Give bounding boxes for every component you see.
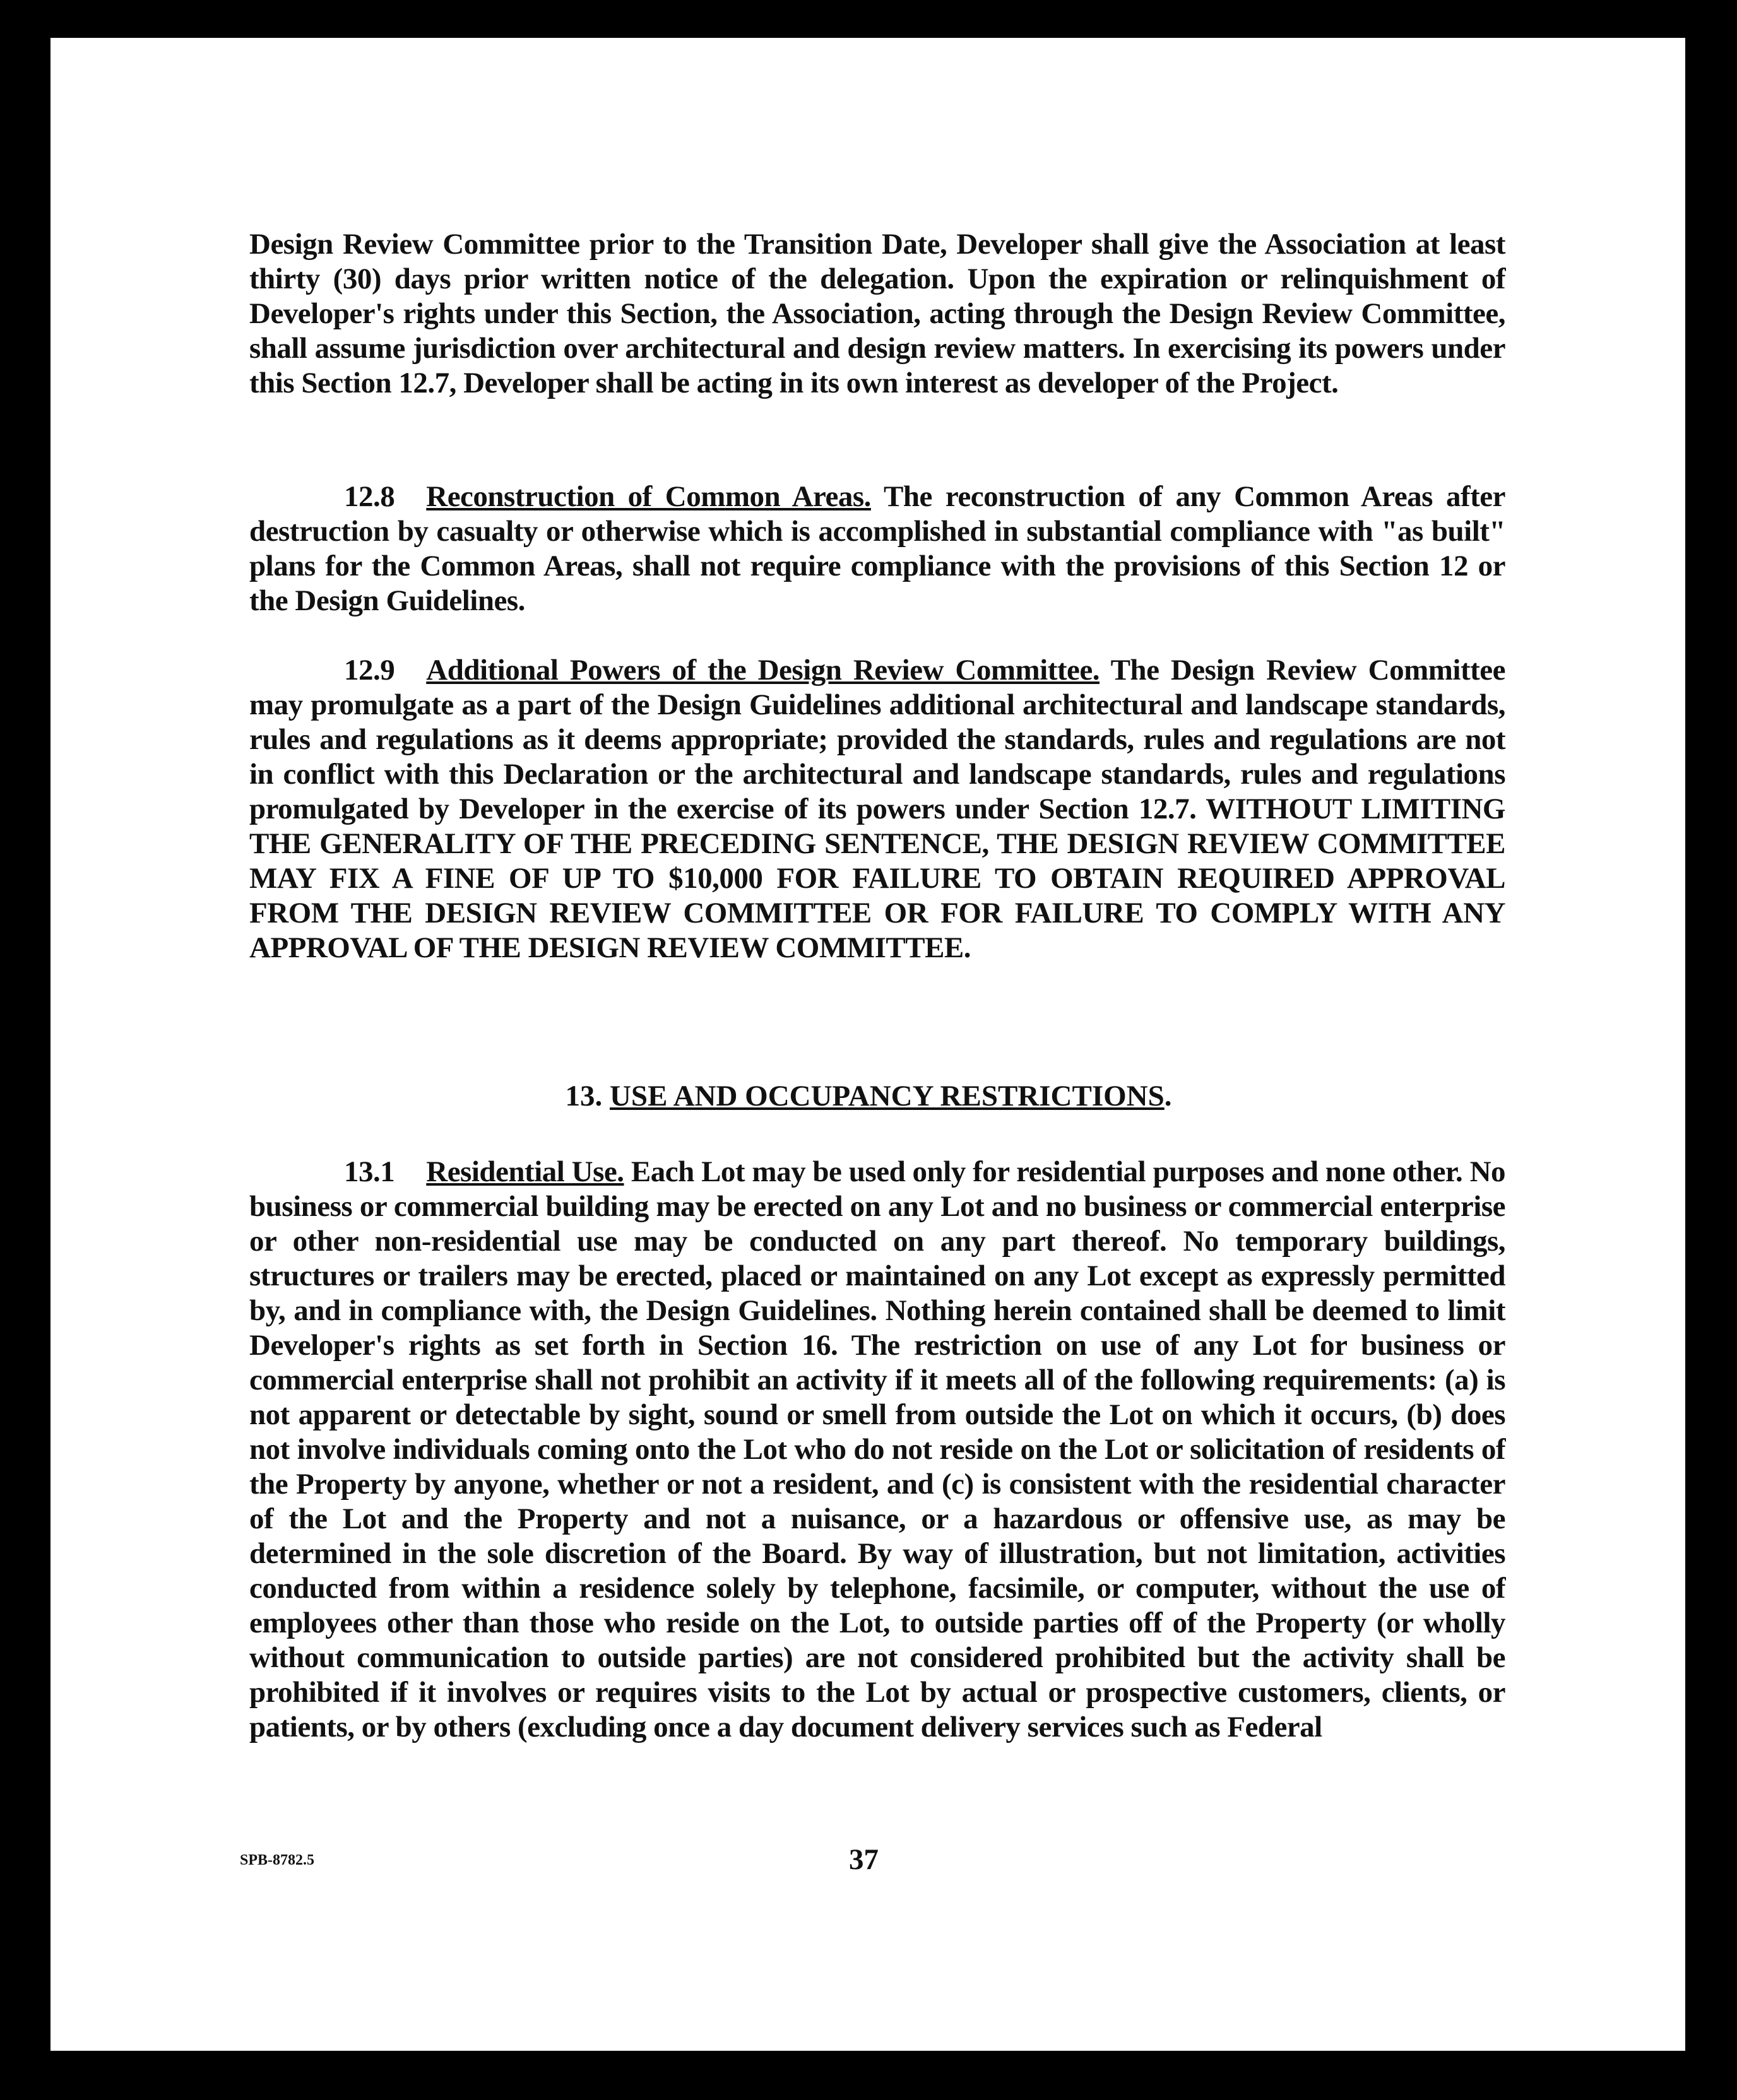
document-code: SPB-8782.5 (240, 1852, 315, 1868)
section-12-8-number: 12.8 (344, 480, 395, 513)
section-13-1 (249, 1155, 1505, 1745)
section-13-1-title: Residential Use. (426, 1155, 624, 1188)
section-12-9 (249, 653, 1505, 965)
section-12-9-title: Additional Powers of the Design Review Committee. (426, 654, 1100, 687)
page-number: 37 (849, 1843, 879, 1876)
section-13-heading (0, 1079, 1737, 1114)
section-12-8-text: The reconstruction of any Common Areas after destruction by casualty or otherwise which is accomplished in substantial compliance with "as built" plans for the Common Areas, shall not require compliance with the provisions of this Section 12 or the Design Guidelines. (249, 480, 1505, 617)
section-12-9-text: The Design Review Committee may promulgate as a part of the Design Guidelines additional architectural and landscape standards, rules and regulations as it deems appropriate; provided the standards, rules and regulations are not in conflict with this Declaration or the architectural and landscape standards, rules and regulations promulgated by Developer in the exercise of its powers under Section 12.7. WITHOUT LIMITING THE GENERALITY OF THE PRECEDING SENTENCE, THE DESIGN REVIEW COMMITTEE MAY FIX A FINE OF UP TO $10,000 FOR FAILURE TO OBTAIN REQUIRED APPROVAL FROM THE DESIGN REVIEW COMMITTEE OR FOR FAILURE TO COMPLY WITH ANY APPROVAL OF THE DESIGN REVIEW COMMITTEE. (249, 654, 1505, 964)
section-13-title: USE AND OCCUPANCY RESTRICTIONS (609, 1080, 1165, 1112)
section-13-1-number: 13.1 (344, 1155, 395, 1188)
section-12-9-number: 12.9 (344, 654, 395, 687)
section-12-8 (249, 480, 1505, 618)
paragraph-continuation: Design Review Committee prior to the Transition Date, Developer shall give the Association at least thirty (30) days prior written notice of the delegation. Upon the expiration or relinquishment of Developer's rights under this Section, the Association, acting through the Design Review Committee, shall assume jurisdiction over architectural and design review matters. In exercising its powers under this Section 12.7, Developer shall be acting in its own interest as developer of the Project. (249, 228, 1505, 399)
section-13-number: 13. (565, 1080, 603, 1112)
section-13-suffix: . (1164, 1080, 1172, 1112)
section-13-1-text: Each Lot may be used only for residential purposes and none other. No business or commercial building may be erected on any Lot and no business or commercial enterprise or other non-residential use may be conducted on any part thereof. No temporary buildings, structures or trailers may be erected, placed or maintained on any Lot except as expressly permitted by, and in compliance with, the Design Guidelines. Nothing herein contained shall be deemed to limit Developer's rights as set forth in Section 16. The restriction on use of any Lot for business or commercial enterprise shall not prohibit an activity if it meets all of the following requirements: (a) is not apparent or detectable by sight, sound or smell from outside the Lot on which it occurs, (b) does not involve individuals coming onto the Lot who do not reside on the Lot or solicitation of residents of the Property by anyone, whether or not a resident, and (c) is consistent with the residential character of the Lot and the Property and not a nuisance, or a hazardous or offensive use, as may be determined in the sole discretion of the Board. By way of illustration, but not limitation, activities conducted from within a residence solely by telephone, facsimile, or computer, without the use of employees other than those who reside on the Lot, to outside parties off of the Property (or wholly without communication to outside parties) are not considered prohibited but the activity shall be prohibited if it involves or requires visits to the Lot by actual or prospective customers, clients, or patients, or by others (excluding once a day document delivery services such as Federal (249, 1155, 1506, 1743)
section-12-8-title: Reconstruction of Common Areas. (426, 480, 871, 513)
